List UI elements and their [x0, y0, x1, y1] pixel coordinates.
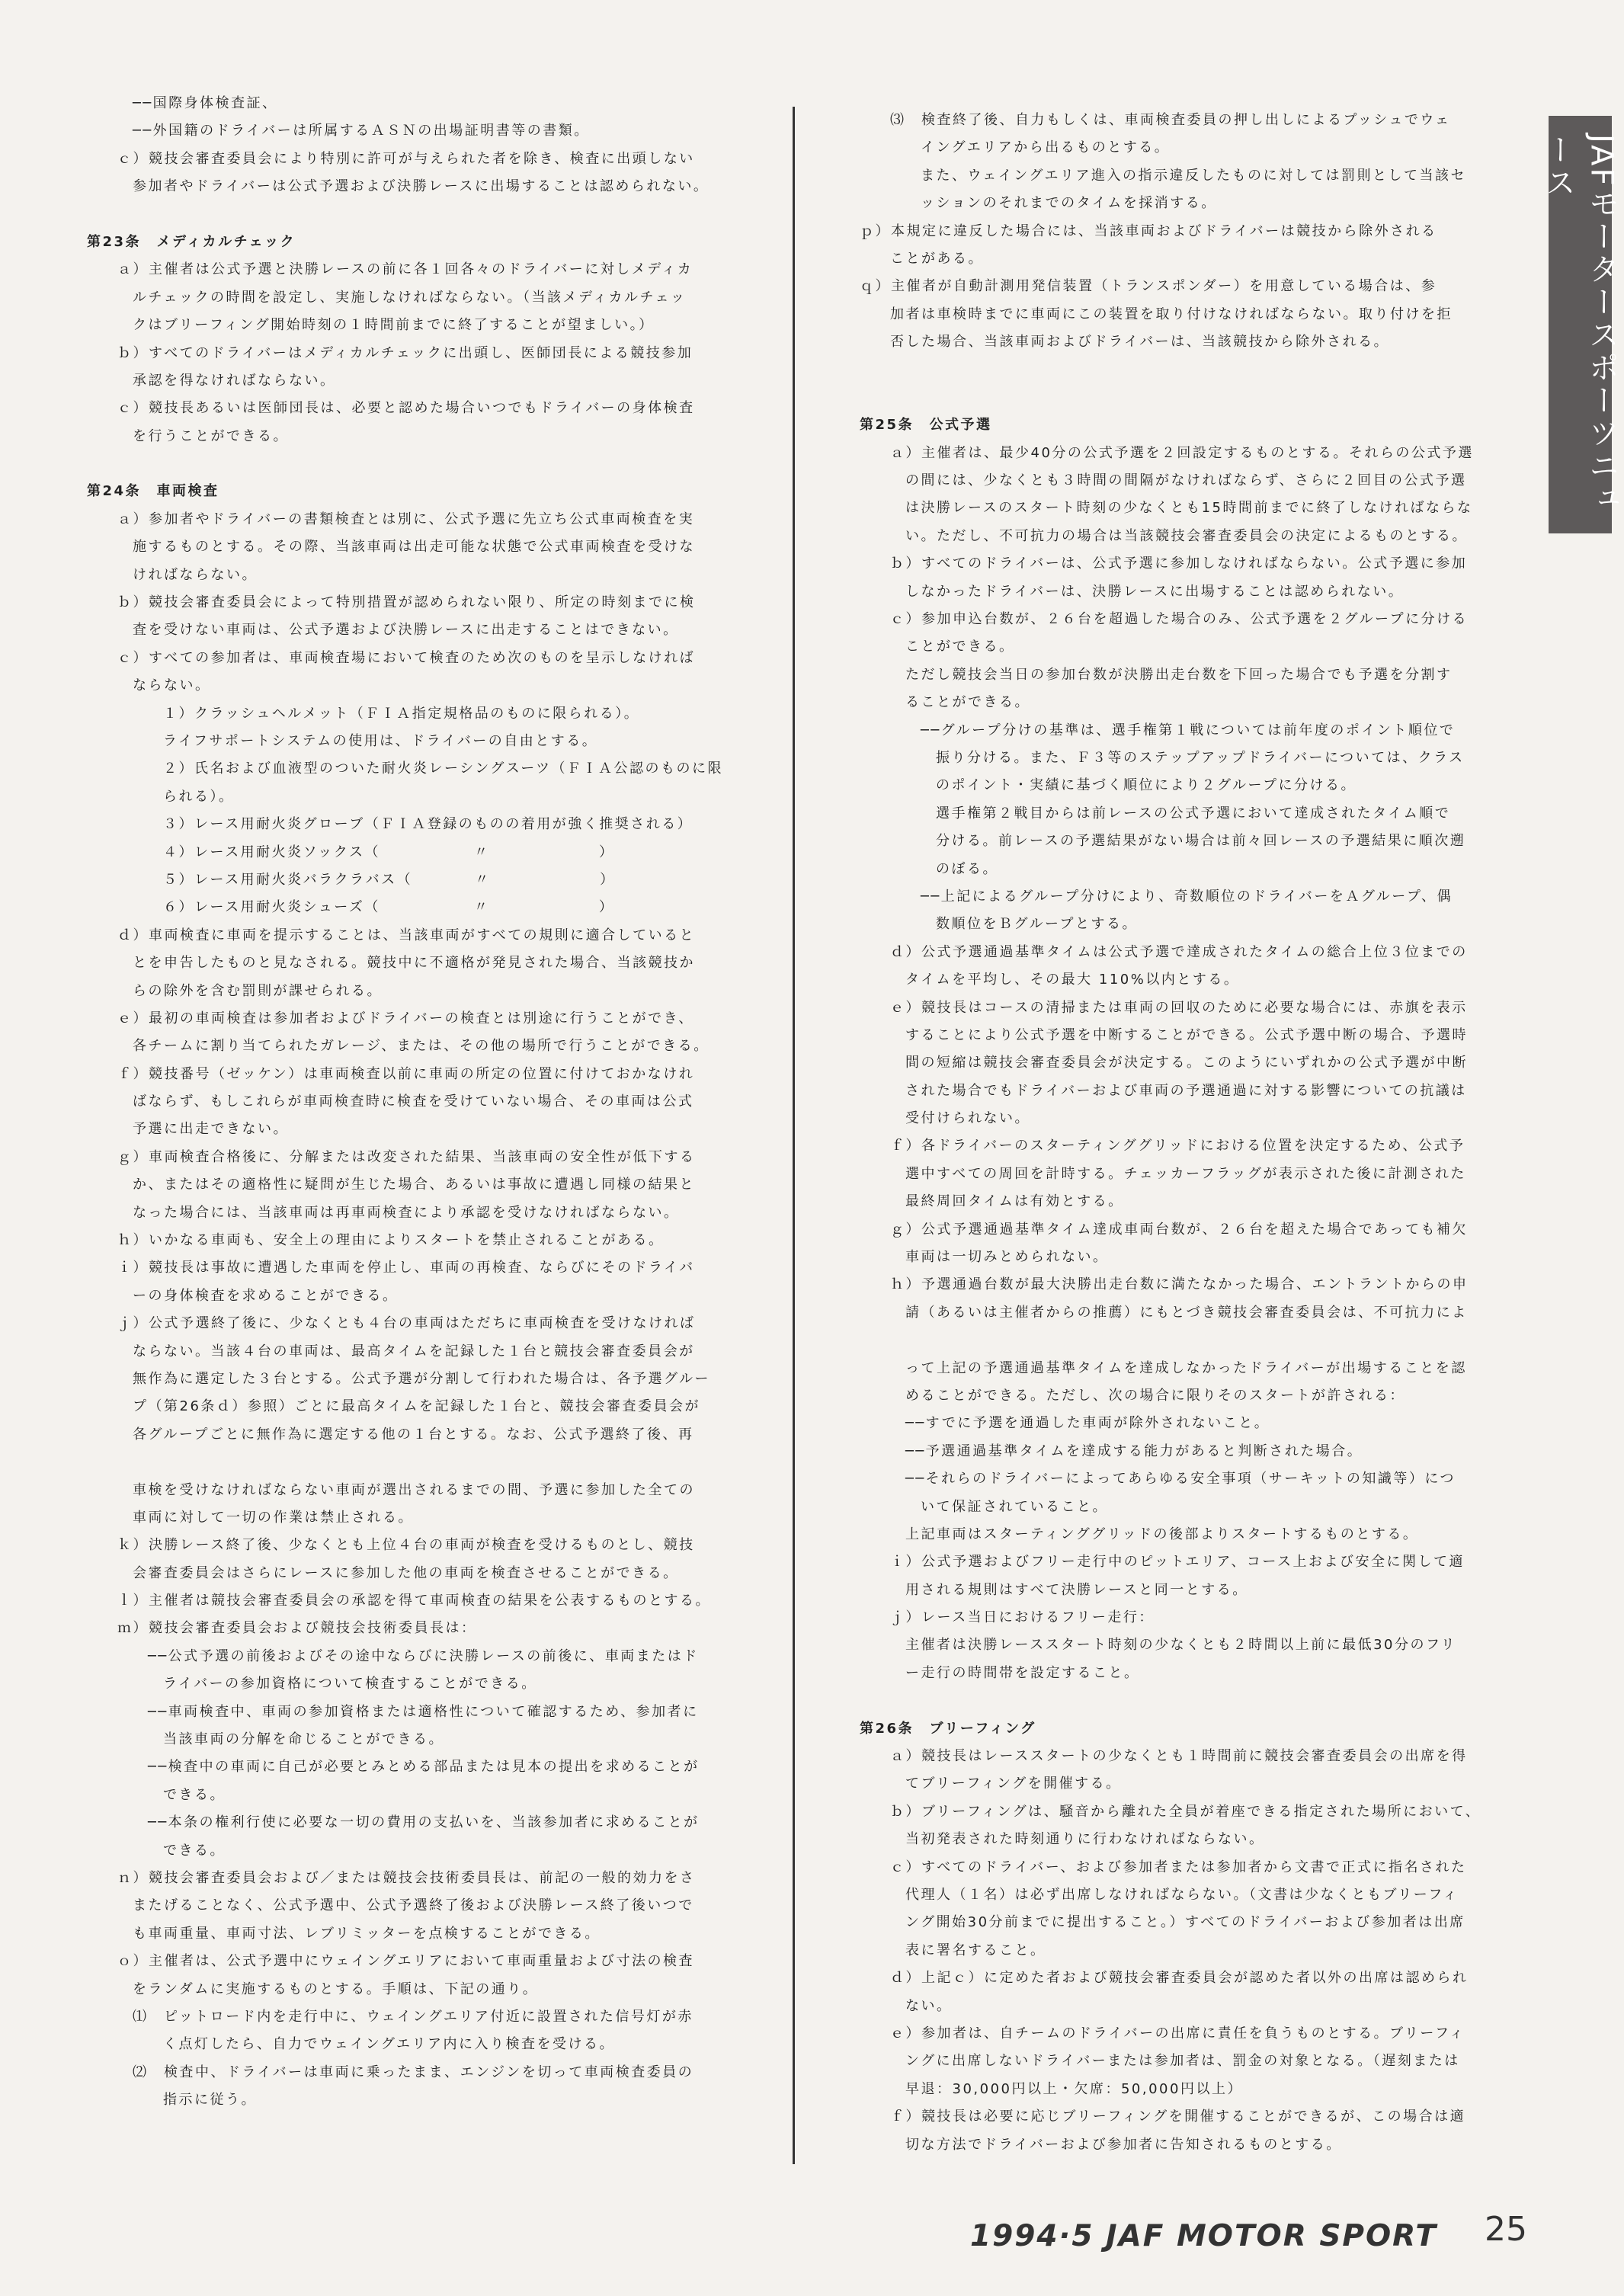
text-line: １）クラッシュヘルメット（ＦＩＡ指定規格品のものに限られる）。	[163, 705, 640, 722]
text-line: 切な方法でドライバーおよび参加者に告知されるものとする。	[905, 2136, 1342, 2153]
text-line: く点灯したら、自力でウェイングエリア内に入り検査を受ける。	[163, 2036, 616, 2053]
text-line: ──公式予選の前後およびその途中ならびに決勝レースの前後に、車両またはド	[148, 1648, 699, 1664]
text-line: 用される規則はすべて決勝レースと同一とする。	[905, 1581, 1248, 1598]
text-line: ければならない。	[133, 566, 258, 583]
text-line: ｃ）競技会審査委員会により特別に許可が与えられた者を除き、検査に出頭しない	[117, 150, 695, 167]
text-line: ｆ）競技長は必要に応じブリーフィングを開催することができるが、この場合は適	[890, 2109, 1466, 2125]
text-line: 数順位をＢグループとする。	[936, 916, 1139, 933]
text-line: ングに出席しないドライバーまたは参加者は、罰金の対象となる。（遅刻または	[905, 2053, 1460, 2070]
text-line: ２）氏名および血液型のついた耐火炎レーシングスーツ（ＦＩＡ公認のものに限	[163, 761, 724, 777]
text-line: めることができる。ただし、次の場合に限りそのスタートが許される：	[905, 1387, 1405, 1404]
text-line: ──検査中の車両に自己が必要とみとめる部品または見本の提出を求めることが	[148, 1759, 700, 1776]
text-line: ｉ）公式予選およびフリー走行中のピットエリア、コース上および安全に関して適	[890, 1554, 1465, 1571]
text-line	[860, 1327, 1515, 1354]
text-line: 代理人（１名）は必ず出席しなければならない。（文書は少なくともブリーフィ	[905, 1887, 1459, 1903]
text-line: ──予選通過基準タイムを達成する能力があると判断された場合。	[905, 1443, 1363, 1459]
text-line: 承認を得なければならない。	[133, 372, 336, 389]
text-line: 振り分ける。また、Ｆ３等のステップアップドライバーについては、クラス	[936, 749, 1465, 766]
text-line: ──車両検査中、車両の参加資格または適格性について確認するため、参加者に	[148, 1703, 699, 1720]
text-line: ｃ）参加申込台数が、２６台を超過した場合のみ、公式予選を２グループに分ける	[890, 611, 1469, 628]
text-line: ただし競技会当日の参加台数が決勝出走台数を下回った場合でも予選を分割す	[905, 666, 1453, 683]
text-line: 分ける。前レースの予選結果がない場合は前々回レースの予選結果に順次遡	[936, 833, 1466, 850]
article-heading: 第26条 ブリーフィング	[860, 1720, 1036, 1737]
text-line: ｃ）競技長あるいは医師団長は、必要と認めた場合いつでもドライバーの身体検査	[117, 400, 695, 417]
text-line: また、ウェイングエリア進入の指示違反したものに対しては罰則として当該セ	[921, 167, 1467, 184]
text-line: ｏ）主催者は、公式予選中にウェイングエリアにおいて車両重量および寸法の検査	[117, 1953, 695, 1970]
text-line: ⑶ 検査終了後、自力もしくは、車両検査委員の押し出しによるプッシュでウェ	[890, 112, 1451, 128]
text-line: ⑴ ピットロード内を走行中に、ウェイングエリア付近に設置された信号灯が赤	[133, 2008, 693, 2025]
text-line: ５）レース用耐火炎バラクラバス（ 〃 ）	[163, 871, 616, 888]
text-line: タイムを平均し、その最大 110%以内とする。	[905, 972, 1240, 988]
text-line: られる）。	[163, 788, 235, 805]
text-line: ａ）主催者は、最少40分の公式予選を２回設定するものとする。それらの公式予選	[890, 444, 1474, 461]
text-line: 各チームに割り当てられたガレージ、または、その他の場所で行うことができる。	[133, 1038, 709, 1055]
text-line: クはブリーフィング開始時刻の１時間前までに終了することが望ましい。）	[133, 317, 655, 334]
text-line: 指示に従う。	[163, 2092, 257, 2109]
text-line: ことができる。	[905, 639, 1015, 655]
text-line	[860, 384, 1515, 411]
text-line: ならない。当該４台の車両は、最高タイムを記録した１台と競技会審査委員会が	[133, 1343, 695, 1359]
left-column	[87, 90, 758, 2115]
text-line: らの除外を含む罰則が課せられる。	[133, 982, 383, 999]
text-line: なった場合には、当該車両は再車両検査により承認を受けなければならない。	[133, 1204, 680, 1221]
text-line: のぼる。	[936, 860, 998, 877]
page-number: 25	[1485, 2210, 1527, 2249]
text-line: ⑵ 検査中、ドライバーは車両に乗ったまま、エンジンを切って車両検査委員の	[133, 2064, 694, 2080]
text-line: 参加者やドライバーは公式予選および決勝レースに出場することは認められない。	[133, 178, 709, 195]
text-line: ──グループ分けの基準は、選手権第１戦については前年度のポイント順位で	[921, 722, 1456, 738]
text-line: ｂ）すべてのドライバーは、公式予選に参加しなければならない。公式予選に参加	[890, 556, 1468, 572]
text-line: できる。	[163, 1786, 226, 1803]
text-line: 選手権第２戦目からは前レースの公式予選において達成されたタイム順で	[936, 805, 1451, 821]
text-line: 請（あるいは主催者からの推薦）にもとづき競技会審査委員会は、不可抗力によ	[905, 1304, 1468, 1321]
text-line: ｂ）競技会審査委員会によって特別措置が認められない限り、所定の時刻までに検	[117, 594, 696, 611]
text-line: 各グループごとに無作為に選定する他の１台とする。なお、公式予選終了後、再	[133, 1426, 694, 1443]
text-line: することにより公式予選を中断することができる。公式予選中断の場合、予選時	[905, 1026, 1468, 1043]
text-line: ４）レース用耐火炎ソックス（ 〃 ）	[163, 844, 615, 860]
text-line: ｈ）予選通過台数が最大決勝出走台数に満たなかった場合、エントラントからの申	[890, 1276, 1469, 1293]
text-line: ──本条の権利行使に必要な一切の費用の支払いを、当該参加者に求めることが	[148, 1814, 700, 1831]
text-line: ｅ）競技長はコースの清掃または車両の回収のために必要な場合には、赤旗を表示	[890, 999, 1468, 1016]
text-line: 当該車両の分解を命じることができる。	[163, 1731, 444, 1748]
text-line: ａ）参加者やドライバーの書類検査とは別に、公式予選に先立ち公式車両検査を実	[117, 511, 695, 527]
text-line: 査を受けない車両は、公式予選および決勝レースに出走することはできない。	[133, 622, 679, 639]
text-line: イングエリアから出るものとする。	[921, 139, 1171, 156]
text-line: ー走行の時間帯を設定すること。	[905, 1664, 1140, 1681]
text-line: ｅ）最初の車両検査は参加者およびドライバーの検査とは別途に行うことができ、	[117, 1010, 694, 1026]
article-heading: 第25条 公式予選	[860, 417, 992, 434]
text-line: い。ただし、不可抗力の場合は当該競技会審査委員会の決定によるものとする。	[905, 527, 1468, 544]
text-line: ａ）主催者は公式予選と決勝レースの前に各１回各々のドライバーに対しメディカ	[117, 261, 693, 278]
text-line: ──すでに予選を通過した車両が除外されないこと。	[905, 1415, 1270, 1432]
text-line: ｊ）レース当日におけるフリー走行：	[890, 1609, 1155, 1626]
text-line: ｄ）車両検査に車両を提示することは、当該車両がすべての規則に適合していると	[117, 927, 696, 943]
text-line: ライバーの参加資格について検査することができる。	[163, 1676, 537, 1692]
text-line: ｍ）競技会審査委員会および競技会技術委員長は：	[117, 1620, 477, 1637]
text-line: された場合でもドライバーおよび車両の予選通過に対する影響についての抗議は	[905, 1082, 1467, 1099]
text-line	[87, 450, 758, 478]
text-line: ｌ）主催者は競技会審査委員会の承認を得て車両検査の結果を公表するものとする。	[117, 1593, 711, 1609]
text-line: ｑ）主催者が自動計測用発信装置（トランスポンダー）を用意している場合は、参	[860, 278, 1437, 295]
text-line: ことがある。	[890, 250, 984, 267]
text-line: 車両に対して一切の作業は禁止される。	[133, 1509, 414, 1526]
section-tab	[1540, 116, 1619, 533]
text-line: 選中すべての周回を計時する。チェッカーフラッグが表示された後に計測された	[905, 1165, 1466, 1182]
text-line: ──それらのドライバーによってあらゆる安全事項（サーキットの知識等）につ	[905, 1471, 1456, 1487]
text-line: 上記車両はスターティンググリッドの後部よりスタートするものとする。	[905, 1526, 1419, 1542]
text-line: ──国際身体検査証、	[133, 95, 278, 111]
text-line: 加者は車検時までに車両にこの装置を取り付けなければならない。取り付けを拒	[890, 306, 1453, 322]
text-line: 否した場合、当該車両およびドライバーは、当該競技から除外される。	[890, 334, 1390, 351]
text-line: か、またはその適格性に疑問が生じた場合、あるいは事故に遭遇し同様の結果と	[133, 1177, 695, 1193]
text-line: ング開始30分前までに提出すること。）すべてのドライバーおよび参加者は出席	[905, 1914, 1465, 1931]
text-line: ｆ）各ドライバーのスターティンググリッドにおける位置を決定するため、公式予	[890, 1138, 1465, 1154]
text-line: ーの身体検査を求めることができる。	[133, 1287, 399, 1304]
text-line: ばならず、もしこれらが車両検査時に検査を受けていない場合、その車両は公式	[133, 1094, 694, 1110]
text-line: も車両重量、車両寸法、レブリミッターを点検することができる。	[133, 1925, 601, 1942]
text-line: ｎ）競技会審査委員会および／または競技会技術委員長は、前記の一般的効力をさ	[117, 1870, 696, 1886]
text-line	[87, 201, 758, 229]
article-heading: 第23条 メディカルチェック	[87, 233, 296, 250]
article-heading: 第24条 車両検査	[87, 483, 219, 500]
text-line: てブリーフィングを開催する。	[905, 1776, 1122, 1792]
text-line: ることができる。	[905, 694, 1030, 711]
text-line: いて保証されていること。	[921, 1498, 1108, 1515]
text-line: ライフサポートシステムの使用は、ドライバーの自由とする。	[163, 732, 598, 749]
text-line: できる。	[163, 1842, 226, 1859]
text-line	[860, 1687, 1515, 1715]
text-line: ｅ）参加者は、自チームのドライバーの出席に責任を負うものとする。ブリーフィ	[890, 2025, 1465, 2041]
text-line: ｆ）競技番号（ゼッケン）は車両検査以前に車両の所定の位置に付けておかなけれ	[117, 1065, 695, 1082]
footer-magazine-title: 1994·5 JAF MOTOR SPORT	[970, 2219, 1438, 2253]
text-line: ならない。	[133, 677, 211, 694]
section-tab-label: JAFモータースポーツニュース	[1540, 134, 1619, 516]
text-line: とを申告したものと見なされる。競技中に不適格が発見された場合、当該競技か	[133, 955, 695, 972]
text-line: って上記の予選通過基準タイムを達成しなかったドライバーが出場することを認	[905, 1359, 1467, 1376]
right-column	[860, 107, 1515, 2159]
column-divider	[793, 107, 795, 2164]
text-line: プ（第26条ｄ）参照）ごとに最高タイムを記録した１台と、競技会審査委員会が	[133, 1398, 701, 1415]
text-line: ｄ）上記ｃ）に定めた者および競技会審査委員会が認めた者以外の出席は認められ	[890, 1970, 1469, 1987]
text-line: をランダムに実施するものとする。手順は、下記の通り。	[133, 1981, 539, 1997]
text-line: 間の短縮は競技会審査委員会が決定する。このようにいずれかの公式予選が中断	[905, 1055, 1468, 1071]
text-line: 当初発表された時刻通りに行わなければならない。	[905, 1831, 1265, 1848]
text-line: ａ）競技長はレーススタートの少なくとも１時間前に競技会審査委員会の出席を得	[890, 1748, 1468, 1765]
text-line: ｃ）すべての参加者は、車両検査場において検査のため次のものを呈示しなければ	[117, 649, 696, 666]
text-line: しなかったドライバーは、決勝レースに出場することは認められない。	[905, 583, 1405, 600]
text-line: 早退：30,000円以上・欠席：50,000円以上）	[905, 2080, 1243, 2097]
text-line: ──上記によるグループ分けにより、奇数順位のドライバーをＡグループ、偶	[921, 888, 1453, 905]
text-line: ｉ）競技長は事故に遭遇した車両を停止し、車両の再検査、ならびにそのドライバ	[117, 1260, 695, 1276]
text-line: ｋ）決勝レース終了後、少なくとも上位４台の車両が検査を受けるものとし、競技	[117, 1537, 695, 1554]
text-line: 無作為に選定した３台とする。公式予選が分割して行われた場合は、各予選グルー	[133, 1370, 710, 1387]
text-line: ｊ）公式予選終了後に、少なくとも４台の車両はただちに車両検査を受けなければ	[117, 1315, 696, 1332]
text-line	[87, 1449, 758, 1476]
text-line: 会審査委員会はさらにレースに参加した他の車両を検査させることができる。	[133, 1564, 679, 1581]
text-line: ルチェックの時間を設定し、実施しなければならない。（当該メディカルチェッ	[133, 289, 687, 306]
text-line: 最終周回タイムは有効とする。	[905, 1193, 1124, 1210]
text-line: の間には、少なくとも３時間の間隔がなければならず、さらに２回目の公式予選	[905, 472, 1467, 489]
text-line: ６）レース用耐火炎シューズ（ 〃 ）	[163, 899, 615, 916]
text-line: 主催者は決勝レーススタート時刻の少なくとも２時間以上前に最低30分のフリ	[905, 1637, 1457, 1654]
text-line: ッションのそれまでのタイムを採消する。	[921, 195, 1217, 212]
text-line: 表に署名すること。	[905, 1942, 1046, 1958]
text-line: 受付けられない。	[905, 1110, 1030, 1127]
text-line: ３）レース用耐火炎グローブ（ＦＩＡ登録のものの着用が強く推奨される）	[163, 816, 693, 833]
text-line: ｂ）すべてのドライバーはメディカルチェックに出頭し、医師団長による競技参加	[117, 344, 693, 361]
text-line: を行うことができる。	[133, 427, 289, 444]
text-line: ｈ）いかなる車両も、安全上の理由によりスタートを禁止されることがある。	[117, 1232, 665, 1249]
text-line	[860, 357, 1515, 384]
text-line: ｂ）ブリーフィングは、騒音から離れた全員が着座できる指定された場所において、	[890, 1803, 1481, 1820]
text-line: ──外国籍のドライバーは所属するＡＳＮの出場証明書等の書類。	[133, 123, 590, 139]
text-line: 車両は一切みとめられない。	[905, 1249, 1109, 1266]
text-line: のポイント・実績に基づく順位により２グループに分ける。	[936, 777, 1357, 794]
text-line: ない。	[905, 1997, 953, 2014]
text-line: ｇ）車両検査合格後に、分解または改変された結果、当該車両の安全性が低下する	[117, 1148, 696, 1165]
text-line: 施するものとする。その際、当該車両は出走可能な状態で公式車両検査を受けな	[133, 539, 695, 556]
text-line: ｄ）公式予選通過基準タイムは公式予選で達成されたタイムの総合上位３位までの	[890, 943, 1468, 960]
text-line: 予選に出走できない。	[133, 1121, 289, 1138]
text-line: ｃ）すべてのドライバー、および参加者または参加者から文書で正式に指名された	[890, 1859, 1467, 1875]
text-line: 車検を受けなければならない車両が選出されるまでの間、予選に参加した全ての	[133, 1481, 695, 1498]
text-line: は決勝レースのスタート時刻の少なくとも15時間前までに終了しなければならな	[905, 500, 1473, 517]
text-line: またげることなく、公式予選中、公式予選終了後および決勝レース終了後いつで	[133, 1897, 694, 1914]
text-line: ｐ）本規定に違反した場合には、当該車両およびドライバーは競技から除外される	[860, 223, 1437, 239]
text-line: ｇ）公式予選通過基準タイム達成車両台数が、２６台を超えた場合であっても補欠	[890, 1221, 1468, 1238]
